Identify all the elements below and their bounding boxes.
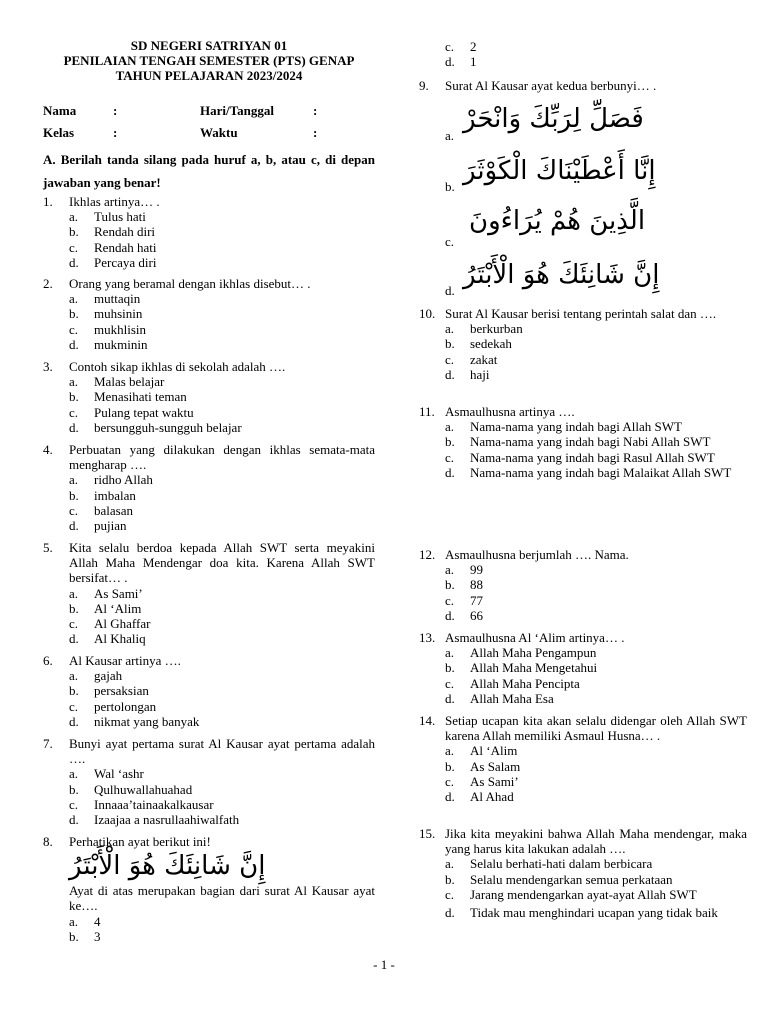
option-letter: d. xyxy=(69,518,79,534)
option-text: gajah xyxy=(94,668,123,684)
question-number: 4. xyxy=(43,442,53,457)
school-name: SD NEGERI SATRIYAN 01 xyxy=(130,38,288,53)
question-text: Jika kita meyakini bahwa Allah Maha mendengar, maka yang harus kita lakukan adalah …. xyxy=(445,826,747,857)
option-letter: d. xyxy=(69,336,79,352)
option-b[interactable] xyxy=(69,389,375,404)
question-number: 3. xyxy=(43,359,53,374)
option-letter: b. xyxy=(445,871,455,887)
option-text: Nama-nama yang indah bagi Malaikat Allah SWT xyxy=(470,464,732,480)
option-c[interactable] xyxy=(445,352,747,367)
option-c[interactable] xyxy=(69,699,375,714)
question-text: Kita selalu berdoa kepada Allah SWT serta meyakini Allah Maha Mendengar doa kita. Karena Allah SWT bersifat… . xyxy=(69,540,375,586)
option-letter: a. xyxy=(445,419,455,435)
option-d[interactable] xyxy=(445,691,747,706)
colon: : xyxy=(313,125,318,140)
option-letter: b. xyxy=(445,758,455,774)
option-b[interactable] xyxy=(445,434,747,449)
option-a[interactable] xyxy=(445,321,747,336)
question-text: Contoh sikap ikhlas di sekolah adalah …. xyxy=(69,359,286,374)
option-text: mukminin xyxy=(94,336,148,352)
option-letter: d. xyxy=(445,905,455,921)
option-letter: c. xyxy=(445,592,455,608)
option-text: Al ‘Alim xyxy=(94,600,142,616)
option-text: As Salam xyxy=(470,758,521,774)
colon: : xyxy=(313,103,318,118)
question-5 xyxy=(43,540,375,646)
option-letter: d. xyxy=(445,690,455,706)
hari-label: Hari/Tanggal xyxy=(200,103,274,118)
option-text: bersungguh-sungguh belajar xyxy=(94,419,242,435)
option-text: Nama-nama yang indah bagi Rasul Allah SWT xyxy=(470,449,715,465)
option-text: Wal ‘ashr xyxy=(94,766,144,782)
option-a[interactable] xyxy=(69,291,375,306)
option-letter: c. xyxy=(445,886,455,902)
question-number: 5. xyxy=(43,540,53,555)
question-number: 12. xyxy=(419,547,436,562)
option-text: haji xyxy=(470,366,490,382)
question-number: 9. xyxy=(419,78,429,93)
question-text: Asmaulhusna berjumlah …. Nama. xyxy=(445,547,629,562)
option-text: 66 xyxy=(470,607,483,623)
option-letter: c. xyxy=(69,796,79,812)
option-c[interactable] xyxy=(69,405,375,420)
option-text: 4 xyxy=(94,913,101,929)
arabic-option: فَصَلِّ لِرَبِّكَ وَانْحَرْ xyxy=(463,104,644,134)
option-text: Pulang tepat waktu xyxy=(94,404,194,420)
option-text: Nama-nama yang indah bagi Nabi Allah SWT xyxy=(470,434,711,450)
option-text: Jarang mendengarkan ayat-ayat Allah SWT xyxy=(470,886,697,902)
question-number: 2. xyxy=(43,276,53,291)
option-text: 77 xyxy=(470,592,483,608)
question-text: Perbuatan yang dilakukan dengan ikhlas semata-mata mengharap …. xyxy=(69,442,375,473)
option-letter: a. xyxy=(445,321,455,337)
option-text: As Sami’ xyxy=(470,773,519,789)
option-b[interactable] xyxy=(69,601,375,616)
arabic-option: إِنَّ شَانِئَكَ هُوَ الْأَبْتَرُ xyxy=(463,260,660,290)
arabic-option: الَّذِينَ هُمْ يُرَاءُونَ xyxy=(469,206,646,236)
option-d[interactable] xyxy=(419,256,747,300)
option-text: Percaya diri xyxy=(94,254,157,270)
question-text-continued: Ayat di atas merupakan bagian dari surat Al Kausar ayat ke…. xyxy=(69,883,375,914)
option-letter: a. xyxy=(69,209,79,225)
option-c[interactable] xyxy=(69,797,375,812)
question-text: Al Kausar artinya …. xyxy=(69,653,181,668)
option-letter: b. xyxy=(445,336,455,352)
option-letter: b. xyxy=(69,683,79,699)
question-number: 8. xyxy=(43,834,53,849)
option-text: Nama-nama yang indah bagi Allah SWT xyxy=(470,419,682,435)
option-a[interactable] xyxy=(69,586,375,601)
question-2 xyxy=(43,276,375,352)
option-d[interactable] xyxy=(69,714,375,729)
option-a[interactable] xyxy=(69,209,375,224)
option-text: Al Ghaffar xyxy=(94,616,151,632)
option-letter: c. xyxy=(445,234,455,249)
option-b[interactable] xyxy=(445,759,747,774)
option-b[interactable] xyxy=(69,488,375,503)
question-number: 7. xyxy=(43,736,53,751)
option-c[interactable] xyxy=(445,39,747,54)
colon: : xyxy=(113,125,118,140)
option-text: Tulus hati xyxy=(94,209,146,225)
option-a[interactable] xyxy=(69,374,375,389)
option-letter: a. xyxy=(445,645,455,661)
option-b[interactable] xyxy=(69,306,375,321)
question-number: 6. xyxy=(43,653,53,668)
option-letter: a. xyxy=(445,856,455,872)
question-text: Setiap ucapan kita akan selalu didengar oleh Allah SWT karena Allah memiliki Asmaul Husna… . xyxy=(445,713,747,744)
option-text: Allah Maha Mengetahui xyxy=(470,660,598,676)
option-letter: a. xyxy=(69,766,79,782)
option-c[interactable] xyxy=(69,322,375,337)
question-8-continued xyxy=(419,39,747,69)
option-letter: a. xyxy=(69,585,79,601)
option-letter: c. xyxy=(69,698,79,714)
exam-header xyxy=(43,38,375,83)
option-letter: c. xyxy=(445,351,455,367)
option-a[interactable] xyxy=(69,472,375,487)
question-number: 13. xyxy=(419,630,436,645)
option-text: Rendah diri xyxy=(94,224,156,240)
option-c[interactable] xyxy=(445,774,747,789)
option-a[interactable] xyxy=(445,645,747,660)
option-text: Allah Maha Pengampun xyxy=(470,645,597,661)
option-b[interactable] xyxy=(445,872,747,887)
option-letter: b. xyxy=(445,434,455,450)
question-11 xyxy=(419,404,747,480)
option-letter: a. xyxy=(445,743,455,759)
colon: : xyxy=(113,103,118,118)
option-text: imbalan xyxy=(94,487,136,503)
option-c[interactable] xyxy=(445,450,747,465)
question-10 xyxy=(419,306,747,382)
question-8 xyxy=(43,834,375,944)
instruction: A. Berilah tanda silang pada huruf a, b, atau c, di depan jawaban yang benar! xyxy=(43,152,375,190)
option-letter: b. xyxy=(445,577,455,593)
option-text: Al Khaliq xyxy=(94,631,146,647)
option-d[interactable] xyxy=(445,54,747,69)
option-text: berkurban xyxy=(470,321,523,337)
option-text: Rendah hati xyxy=(94,239,157,255)
option-letter: a. xyxy=(445,128,455,143)
option-text: Menasihati teman xyxy=(94,389,187,405)
option-letter: c. xyxy=(445,449,455,465)
question-9 xyxy=(419,78,747,93)
option-letter: c. xyxy=(69,404,79,420)
option-b[interactable] xyxy=(445,577,747,592)
option-a[interactable] xyxy=(445,743,747,758)
option-letter: b. xyxy=(69,781,79,797)
option-d[interactable] xyxy=(445,608,747,623)
option-letter: c. xyxy=(69,239,79,255)
option-letter: a. xyxy=(69,668,79,684)
option-b[interactable] xyxy=(69,683,375,698)
option-letter: c. xyxy=(69,616,79,632)
option-letter: d. xyxy=(69,254,79,270)
option-b[interactable] xyxy=(445,336,747,351)
option-letter: d. xyxy=(69,631,79,647)
option-letter: a. xyxy=(69,374,79,390)
option-text: pujian xyxy=(94,518,127,534)
option-text: Al Ahad xyxy=(470,789,514,805)
option-letter: a. xyxy=(445,562,455,578)
question-number: 1. xyxy=(43,194,53,209)
question-13 xyxy=(419,630,747,706)
option-d[interactable] xyxy=(69,255,375,270)
option-d[interactable] xyxy=(69,518,375,533)
question-3 xyxy=(43,359,375,435)
option-b[interactable] xyxy=(445,660,747,675)
question-number: 14. xyxy=(419,713,436,728)
option-text: Allah Maha Esa xyxy=(470,690,554,706)
option-d[interactable] xyxy=(69,420,375,435)
option-letter: c. xyxy=(445,39,455,54)
option-letter: c. xyxy=(445,773,455,789)
exam-title: PENILAIAN TENGAH SEMESTER (PTS) GENAP xyxy=(63,53,355,68)
option-letter: a. xyxy=(69,472,79,488)
option-text: Qulhuwallahuahad xyxy=(94,781,193,797)
option-a[interactable] xyxy=(69,914,375,929)
option-c[interactable] xyxy=(445,593,747,608)
option-letter: b. xyxy=(445,660,455,676)
option-a[interactable] xyxy=(419,100,747,144)
option-text: 1 xyxy=(470,54,477,70)
kelas-label: Kelas xyxy=(43,125,75,140)
option-letter: c. xyxy=(69,321,79,337)
option-d[interactable] xyxy=(69,812,375,827)
question-number: 11. xyxy=(419,404,435,419)
question-4 xyxy=(43,442,375,533)
option-d[interactable] xyxy=(445,789,747,804)
option-d[interactable] xyxy=(445,465,747,480)
option-a[interactable] xyxy=(445,856,747,871)
question-text: Asmaulhusna Al ‘Alim artinya… . xyxy=(445,630,625,645)
option-letter: d. xyxy=(69,713,79,729)
option-letter: d. xyxy=(445,283,455,298)
option-text: Izaajaa a nasrullaahiwalfath xyxy=(94,812,240,828)
option-letter: d. xyxy=(445,54,455,70)
page-number: - 1 - xyxy=(373,957,395,972)
option-d[interactable] xyxy=(445,902,747,924)
option-letter: d. xyxy=(445,366,455,382)
option-d[interactable] xyxy=(69,631,375,646)
option-a[interactable] xyxy=(69,766,375,781)
option-letter: d. xyxy=(69,419,79,435)
option-text: Innaaa’tainaakalkausar xyxy=(94,796,214,812)
option-b[interactable] xyxy=(69,929,375,944)
option-d[interactable] xyxy=(445,367,747,382)
option-letter: b. xyxy=(445,179,455,194)
option-b[interactable] xyxy=(69,224,375,239)
option-c[interactable] xyxy=(69,240,375,255)
option-text: muhsinin xyxy=(94,306,143,322)
option-text: Tidak mau menghindari ucapan yang tidak baik xyxy=(470,905,718,921)
question-text: Surat Al Kausar ayat kedua berbunyi… . xyxy=(445,78,657,93)
option-c[interactable] xyxy=(69,503,375,518)
option-text: mukhlisin xyxy=(94,321,147,337)
option-letter: b. xyxy=(69,928,79,944)
option-letter: d. xyxy=(445,464,455,480)
arabic-verse: إِنَّ شَانِئَكَ هُوَ الْأَبْتَرُ xyxy=(69,851,266,882)
question-number: 10. xyxy=(419,306,436,321)
option-text: 2 xyxy=(470,39,477,54)
option-text: ridho Allah xyxy=(94,472,153,488)
option-letter: b. xyxy=(69,600,79,616)
nama-label: Nama xyxy=(43,103,77,118)
arabic-option: إِنَّا أَعْطَيْنَاكَ الْكَوْثَرَ xyxy=(463,156,656,186)
question-number: 15. xyxy=(419,826,436,841)
school-year: TAHUN PELAJARAN 2023/2024 xyxy=(115,68,303,83)
option-c[interactable] xyxy=(419,202,747,250)
option-text: 99 xyxy=(470,562,483,578)
question-text: Surat Al Kausar berisi tentang perintah salat dan …. xyxy=(445,306,717,321)
option-letter: b. xyxy=(69,487,79,503)
option-text: 3 xyxy=(94,928,101,944)
option-text: zakat xyxy=(470,351,498,367)
question-6 xyxy=(43,653,375,729)
option-text: sedekah xyxy=(470,336,512,352)
option-text: 88 xyxy=(470,577,483,593)
option-letter: b. xyxy=(69,224,79,240)
option-text: pertolongan xyxy=(94,698,157,714)
option-c[interactable] xyxy=(445,676,747,691)
question-text: Ikhlas artinya… . xyxy=(69,194,160,209)
option-letter: d. xyxy=(445,607,455,623)
option-c[interactable] xyxy=(69,616,375,631)
option-text: nikmat yang banyak xyxy=(94,713,200,729)
option-b[interactable] xyxy=(69,782,375,797)
waktu-label: Waktu xyxy=(200,125,238,140)
question-15 xyxy=(419,826,747,924)
option-d[interactable] xyxy=(69,337,375,352)
option-text: Al ‘Alim xyxy=(470,743,518,759)
option-text: Malas belajar xyxy=(94,374,165,390)
option-text: muttaqin xyxy=(94,291,141,307)
option-letter: a. xyxy=(69,913,79,929)
option-text: Selalu mendengarkan semua perkataan xyxy=(470,871,673,887)
option-text: Allah Maha Pencipta xyxy=(470,675,580,691)
option-b[interactable] xyxy=(419,152,747,196)
option-a[interactable] xyxy=(69,668,375,683)
option-letter: d. xyxy=(445,789,455,805)
option-text: As Sami’ xyxy=(94,585,143,601)
option-letter: c. xyxy=(69,502,79,518)
question-14 xyxy=(419,713,747,804)
question-text: Orang yang beramal dengan ikhlas disebut… . xyxy=(69,276,311,291)
option-text: balasan xyxy=(94,502,133,518)
question-1 xyxy=(43,194,375,270)
option-text: persaksian xyxy=(94,683,149,699)
question-7 xyxy=(43,736,375,827)
option-a[interactable] xyxy=(445,562,747,577)
option-letter: d. xyxy=(69,812,79,828)
option-letter: b. xyxy=(69,389,79,405)
option-letter: b. xyxy=(69,306,79,322)
question-text: Perhatikan ayat berikut ini! xyxy=(69,834,211,849)
option-c[interactable] xyxy=(445,887,747,902)
question-text: Bunyi ayat pertama surat Al Kausar ayat pertama adalah …. xyxy=(69,736,375,767)
option-text: Selalu berhati-hati dalam berbicara xyxy=(470,856,653,872)
option-letter: c. xyxy=(445,675,455,691)
option-a[interactable] xyxy=(445,419,747,434)
question-text: Asmaulhusna artinya …. xyxy=(445,404,575,419)
question-12 xyxy=(419,547,747,623)
option-letter: a. xyxy=(69,291,79,307)
